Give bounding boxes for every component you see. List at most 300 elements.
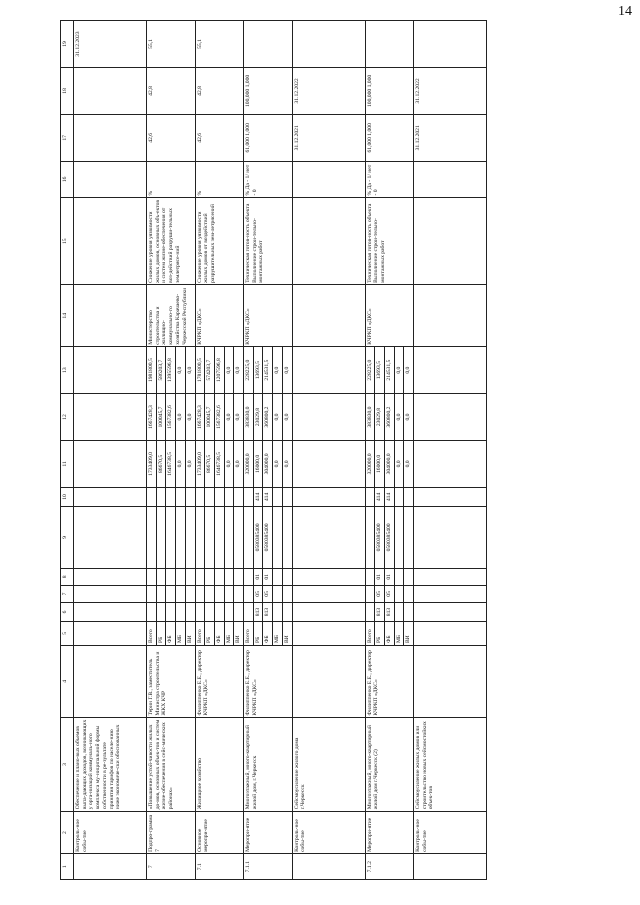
cell-kbk-type bbox=[156, 487, 166, 506]
cell-funding-source: МБ bbox=[224, 622, 234, 645]
cell-empty bbox=[74, 507, 147, 569]
cell-responsible bbox=[292, 645, 365, 717]
cell-kbk-section: 05 bbox=[263, 585, 273, 602]
cell-date-2022: 31.12.2022 bbox=[292, 67, 365, 114]
cell-type: Основное меропри-ятие bbox=[195, 811, 244, 854]
cell-kbk-section bbox=[224, 585, 234, 602]
cell-date-2023: 31.12.2023 bbox=[74, 21, 147, 68]
cell-number bbox=[414, 854, 487, 880]
cell-kbk-section bbox=[282, 585, 292, 602]
cell-kbk-subsection bbox=[195, 568, 205, 585]
cell-empty bbox=[292, 285, 365, 347]
cell-responsible: Филиппенко Е.Е., директор КЧРКП «ДКС» bbox=[244, 645, 293, 717]
cell-type: Подпро-грамма 7 bbox=[147, 811, 196, 854]
cell-funding-source: РБ bbox=[205, 622, 215, 645]
cell-amount-2022: 23029,8 bbox=[375, 394, 385, 441]
cell-amount-2022: 360800,2 bbox=[263, 394, 273, 441]
cell-amount-2023: 1781800,5 bbox=[195, 347, 205, 394]
cell-kbk-section bbox=[195, 585, 205, 602]
cell-type: Контроль-ное собы-тие bbox=[292, 811, 365, 854]
cell-empty bbox=[414, 602, 487, 621]
cell-amount-2022: 23029,8 bbox=[253, 394, 263, 441]
cell-amount-2023: 0,0 bbox=[273, 347, 283, 394]
cell-kbk-subsection bbox=[404, 568, 414, 585]
cell-amount-2022: 1567382,6 bbox=[214, 394, 224, 441]
cell-kbk-target bbox=[176, 507, 186, 569]
cell-unit bbox=[414, 161, 487, 197]
cell-kbk-section bbox=[273, 585, 283, 602]
cell-amount-2022: 0,0 bbox=[282, 394, 292, 441]
table-row bbox=[147, 21, 157, 880]
cell-value-2023 bbox=[365, 21, 414, 68]
cell-kbk-grbs bbox=[205, 602, 215, 621]
cell-funding-source: РБ bbox=[375, 622, 385, 645]
cell-empty bbox=[292, 197, 365, 284]
rotated-table-container bbox=[60, 20, 636, 880]
cell-value-2021: 42,6 bbox=[195, 114, 244, 161]
cell-amount-2021: 0,0 bbox=[282, 440, 292, 487]
cell-value-2021: 42,6 bbox=[147, 114, 196, 161]
cell-empty bbox=[414, 487, 487, 506]
cell-executor: КЧРКП «ДКС» bbox=[244, 285, 293, 347]
cell-kbk-grbs bbox=[166, 602, 176, 621]
cell-date-2023 bbox=[414, 21, 487, 68]
cell-kbk-grbs bbox=[365, 602, 375, 621]
cell-kbk-section bbox=[166, 585, 176, 602]
cell-amount-2021: 0,0 bbox=[273, 440, 283, 487]
cell-kbk-target bbox=[156, 507, 166, 569]
cell-kbk-type bbox=[394, 487, 404, 506]
cell-kbk-type bbox=[282, 487, 292, 506]
cell-funding-source: ВИ bbox=[404, 622, 414, 645]
table-row bbox=[195, 21, 205, 880]
cell-date-2021: 31.12.2021 bbox=[414, 114, 487, 161]
cell-amount-2022: 0,0 bbox=[394, 394, 404, 441]
cell-kbk-subsection bbox=[224, 568, 234, 585]
cell-value-2022: 42,8 bbox=[195, 67, 244, 114]
cell-value-2022: 100,000 1,000 bbox=[365, 67, 414, 114]
cell-funding-source: МБ bbox=[273, 622, 283, 645]
cell-amount-2022: 0,0 bbox=[404, 394, 414, 441]
cell-kbk-target bbox=[195, 507, 205, 569]
cell-kbk-section bbox=[176, 585, 186, 602]
cell-amount-2022: 0,0 bbox=[176, 394, 186, 441]
cell-kbk-grbs bbox=[176, 602, 186, 621]
cell-kbk-target bbox=[166, 507, 176, 569]
cell-amount-2021: 0,0 bbox=[394, 440, 404, 487]
cell-funding-source: Всего bbox=[195, 622, 205, 645]
cell-funding-source: Всего bbox=[244, 622, 254, 645]
cell-kbk-subsection: 01 bbox=[253, 568, 263, 585]
cell-empty bbox=[292, 602, 365, 621]
cell-kbk-section bbox=[214, 585, 224, 602]
cell-kbk-subsection bbox=[147, 568, 157, 585]
cell-funding-source: ФБ bbox=[166, 622, 176, 645]
cell-amount-2022: 1667428,3 bbox=[195, 394, 205, 441]
cell-indicator: Снижение уровня уязвимости жилых домов от воздействий разрушительных зем-летрясений bbox=[195, 197, 244, 284]
cell-amount-2023: 228225,0 bbox=[365, 347, 375, 394]
cell-number: 7 bbox=[147, 854, 196, 880]
table-row bbox=[414, 21, 487, 880]
cell-kbk-target bbox=[185, 507, 195, 569]
cell-funding-source: ФБ bbox=[214, 622, 224, 645]
cell-kbk-target: 0580385400 bbox=[375, 507, 385, 569]
cell-executor: КЧРКП «ДКС» bbox=[195, 285, 244, 347]
cell-empty bbox=[292, 487, 365, 506]
cell-empty bbox=[414, 568, 487, 585]
cell-unit: % Да - 1/ нет - 0 bbox=[244, 161, 293, 197]
cell-kbk-grbs bbox=[394, 602, 404, 621]
cell-empty bbox=[414, 285, 487, 347]
cell-kbk-grbs bbox=[156, 602, 166, 621]
cell-kbk-type bbox=[365, 487, 375, 506]
cell-unit bbox=[292, 161, 365, 197]
cell-kbk-target bbox=[147, 507, 157, 569]
table-row bbox=[74, 21, 147, 880]
cell-empty bbox=[292, 585, 365, 602]
cell-number: 7.1.2 bbox=[365, 854, 414, 880]
column-number-2: 2 bbox=[61, 811, 74, 854]
cell-amount-2021: 16000,0 bbox=[375, 440, 385, 487]
column-number-7: 7 bbox=[61, 585, 74, 602]
cell-amount-2021: 0,0 bbox=[224, 440, 234, 487]
column-number-1: 1 bbox=[61, 854, 74, 880]
cell-amount-2021: 1646738,5 bbox=[214, 440, 224, 487]
cell-date-2022 bbox=[74, 67, 147, 114]
cell-unit: % bbox=[195, 161, 244, 197]
cell-empty bbox=[74, 487, 147, 506]
cell-kbk-grbs: 813 bbox=[384, 602, 394, 621]
cell-amount-2021: 86670,5 bbox=[156, 440, 166, 487]
cell-kbk-grbs bbox=[244, 602, 254, 621]
cell-amount-2023: 0,0 bbox=[404, 347, 414, 394]
cell-number: 7.1 bbox=[195, 854, 244, 880]
cell-kbk-grbs bbox=[195, 602, 205, 621]
page-number: 14 bbox=[618, 4, 632, 19]
cell-kbk-target bbox=[244, 507, 254, 569]
cell-kbk-grbs bbox=[404, 602, 414, 621]
cell-number bbox=[292, 854, 365, 880]
cell-amount-2023: 0,0 bbox=[394, 347, 404, 394]
cell-empty bbox=[292, 622, 365, 645]
cell-amount-2023: 0,0 bbox=[176, 347, 186, 394]
cell-kbk-type bbox=[147, 487, 157, 506]
cell-empty bbox=[292, 440, 365, 487]
cell-kbk-grbs bbox=[224, 602, 234, 621]
column-number-3: 3 bbox=[61, 718, 74, 812]
cell-funding-source: ФБ bbox=[384, 622, 394, 645]
cell-empty bbox=[414, 585, 487, 602]
column-number-13: 13 bbox=[61, 347, 74, 394]
cell-amount-2021: 0,0 bbox=[234, 440, 244, 487]
column-number-17: 17 bbox=[61, 114, 74, 161]
cell-value-2021: 61,000 1,000 bbox=[244, 114, 293, 161]
cell-amount-2021: 0,0 bbox=[176, 440, 186, 487]
cell-kbk-type bbox=[244, 487, 254, 506]
cell-kbk-section: 05 bbox=[384, 585, 394, 602]
cell-kbk-type: 414 bbox=[384, 487, 394, 506]
cell-kbk-section: 05 bbox=[375, 585, 385, 602]
column-number-10: 10 bbox=[61, 487, 74, 506]
cell-unit: % Да - 1/ нет - 0 bbox=[365, 161, 414, 197]
cell-amount-2021: 304000,0 bbox=[263, 440, 273, 487]
cell-amount-2023: 1395596,8 bbox=[166, 347, 176, 394]
cell-kbk-type: 414 bbox=[375, 487, 385, 506]
cell-amount-2023: 0,0 bbox=[282, 347, 292, 394]
cell-amount-2021: 1733409,0 bbox=[147, 440, 157, 487]
cell-kbk-section bbox=[147, 585, 157, 602]
cell-amount-2023: 1981800,5 bbox=[147, 347, 157, 394]
cell-amount-2021: 320000,0 bbox=[365, 440, 375, 487]
cell-kbk-type bbox=[404, 487, 414, 506]
cell-kbk-type bbox=[166, 487, 176, 506]
cell-kbk-grbs bbox=[147, 602, 157, 621]
cell-empty bbox=[292, 507, 365, 569]
cell-kbk-type bbox=[273, 487, 283, 506]
cell-amount-2022: 0,0 bbox=[273, 394, 283, 441]
cell-amount-2021: 0,0 bbox=[404, 440, 414, 487]
cell-kbk-subsection bbox=[234, 568, 244, 585]
column-number-18: 18 bbox=[61, 67, 74, 114]
cell-amount-2022: 383830,0 bbox=[244, 394, 254, 441]
cell-type: Контроль-ное собы-тие bbox=[414, 811, 487, 854]
cell-unit: % bbox=[147, 161, 196, 197]
cell-kbk-subsection bbox=[365, 568, 375, 585]
cell-executor: КЧРКП «ДКС» bbox=[365, 285, 414, 347]
cell-empty bbox=[292, 568, 365, 585]
cell-kbk-section bbox=[185, 585, 195, 602]
cell-kbk-section bbox=[234, 585, 244, 602]
cell-kbk-subsection bbox=[205, 568, 215, 585]
cell-title: Сейсмоусиление жилых домов или строительство новых сейсмостойких объек-тов bbox=[414, 718, 487, 812]
cell-amount-2023: 0,0 bbox=[234, 347, 244, 394]
cell-kbk-type bbox=[176, 487, 186, 506]
cell-funding-source: МБ bbox=[394, 622, 404, 645]
cell-empty bbox=[74, 347, 147, 394]
cell-amount-2021: 0,0 bbox=[185, 440, 195, 487]
cell-amount-2023: 13693,5 bbox=[375, 347, 385, 394]
cell-kbk-subsection: 01 bbox=[375, 568, 385, 585]
cell-kbk-target bbox=[404, 507, 414, 569]
column-number-8: 8 bbox=[61, 568, 74, 585]
cell-kbk-type bbox=[214, 487, 224, 506]
cell-kbk-subsection bbox=[166, 568, 176, 585]
cell-type: Меропри-ятие bbox=[244, 811, 293, 854]
cell-kbk-subsection bbox=[273, 568, 283, 585]
cell-type: Меропри-ятие bbox=[365, 811, 414, 854]
cell-kbk-section bbox=[394, 585, 404, 602]
column-number-9: 9 bbox=[61, 507, 74, 569]
cell-amount-2022: 383830,0 bbox=[365, 394, 375, 441]
cell-empty bbox=[414, 507, 487, 569]
cell-kbk-subsection bbox=[156, 568, 166, 585]
cell-amount-2021: 1733409,0 bbox=[195, 440, 205, 487]
cell-empty bbox=[414, 197, 487, 284]
cell-title: Многоэтажный, много-квартирный жилой дом г.Черкесск (2) bbox=[365, 718, 414, 812]
cell-title: Сейсмоусиление жилого дома г.Черкесск bbox=[292, 718, 365, 812]
cell-responsible: Филиппенко Е.Е., директор КЧРКП «ДКС» bbox=[365, 645, 414, 717]
cell-kbk-type bbox=[195, 487, 205, 506]
column-number-16: 16 bbox=[61, 161, 74, 197]
cell-kbk-section bbox=[365, 585, 375, 602]
cell-responsible: Терин Г.В., заместитель Министра строительства и ЖКХ КЧР bbox=[147, 645, 196, 717]
cell-value-2023: 55,1 bbox=[147, 21, 196, 68]
cell-kbk-target bbox=[282, 507, 292, 569]
cell-value-2023 bbox=[244, 21, 293, 68]
table-row bbox=[365, 21, 375, 880]
cell-funding-source: ВИ bbox=[282, 622, 292, 645]
cell-type: Контроль-ное собы-тие bbox=[74, 811, 147, 854]
cell-kbk-grbs: 813 bbox=[253, 602, 263, 621]
cell-unit bbox=[74, 161, 147, 197]
cell-kbk-grbs bbox=[273, 602, 283, 621]
cell-empty bbox=[292, 394, 365, 441]
cell-kbk-subsection bbox=[282, 568, 292, 585]
cell-responsible bbox=[414, 645, 487, 717]
table-body bbox=[74, 21, 487, 880]
cell-value-2023: 55,1 bbox=[195, 21, 244, 68]
cell-amount-2023: 586203,7 bbox=[156, 347, 166, 394]
column-number-19: 19 bbox=[61, 21, 74, 68]
cell-amount-2021: 16000,0 bbox=[253, 440, 263, 487]
cell-empty bbox=[414, 347, 487, 394]
cell-amount-2023: 574203,7 bbox=[205, 347, 215, 394]
cell-kbk-grbs: 813 bbox=[375, 602, 385, 621]
cell-kbk-section bbox=[205, 585, 215, 602]
cell-title: «Повышение устой-чивости жилых до-мов, основных объек-тов и систем жизне-обеспечения в сейс-мических районах» bbox=[147, 718, 196, 812]
cell-empty bbox=[414, 622, 487, 645]
cell-kbk-grbs: 813 bbox=[263, 602, 273, 621]
cell-title: Многоэтажный, много-квартирный жилой дом, г.Черкесск bbox=[244, 718, 293, 812]
column-number-15: 15 bbox=[61, 197, 74, 284]
cell-amount-2023: 0,0 bbox=[224, 347, 234, 394]
cell-kbk-target: 0580385400 bbox=[384, 507, 394, 569]
cell-amount-2022: 360800,2 bbox=[384, 394, 394, 441]
column-number-6: 6 bbox=[61, 602, 74, 621]
cell-funding-source: Всего bbox=[147, 622, 157, 645]
cell-kbk-type: 414 bbox=[253, 487, 263, 506]
table-row bbox=[244, 21, 254, 880]
cell-amount-2023: 1207596,8 bbox=[214, 347, 224, 394]
cell-kbk-type bbox=[185, 487, 195, 506]
cell-amount-2023: 0,0 bbox=[185, 347, 195, 394]
cell-indicator: Техническая готов-ность объекта Выполнение строи-тельно-монтажных работ bbox=[365, 197, 414, 284]
cell-kbk-target bbox=[273, 507, 283, 569]
cell-kbk-type bbox=[224, 487, 234, 506]
cell-funding-source: ВИ bbox=[185, 622, 195, 645]
cell-amount-2021: 304000,0 bbox=[384, 440, 394, 487]
cell-date-2021 bbox=[74, 114, 147, 161]
cell-amount-2022: 100045,7 bbox=[156, 394, 166, 441]
cell-kbk-type bbox=[234, 487, 244, 506]
cell-value-2021: 61,000 1,000 bbox=[365, 114, 414, 161]
cell-empty bbox=[74, 197, 147, 284]
cell-empty bbox=[74, 285, 147, 347]
cell-amount-2022: 0,0 bbox=[224, 394, 234, 441]
cell-empty bbox=[74, 568, 147, 585]
column-number-4: 4 bbox=[61, 645, 74, 717]
cell-kbk-target bbox=[365, 507, 375, 569]
cell-empty bbox=[74, 440, 147, 487]
cell-date-2022: 31.12.2022 bbox=[414, 67, 487, 114]
cell-amount-2022: 0,0 bbox=[234, 394, 244, 441]
cell-kbk-target bbox=[394, 507, 404, 569]
cell-empty bbox=[292, 347, 365, 394]
cell-empty bbox=[74, 394, 147, 441]
cell-kbk-grbs bbox=[234, 602, 244, 621]
cell-kbk-grbs bbox=[282, 602, 292, 621]
cell-amount-2022: 0,0 bbox=[185, 394, 195, 441]
cell-indicator: Техническая готов-ность объекта Выполнение строи-тельно-монтажных работ bbox=[244, 197, 293, 284]
cell-kbk-target bbox=[224, 507, 234, 569]
cell-funding-source: МБ bbox=[176, 622, 186, 645]
cell-empty bbox=[74, 622, 147, 645]
cell-funding-source: ВИ bbox=[234, 622, 244, 645]
cell-kbk-target bbox=[214, 507, 224, 569]
cell-kbk-target bbox=[234, 507, 244, 569]
cell-funding-source: РБ bbox=[253, 622, 263, 645]
cell-empty bbox=[414, 440, 487, 487]
cell-responsible: Филиппенко Е.Е., директор КЧРКП «ДКС» bbox=[195, 645, 244, 717]
cell-funding-source: ФБ bbox=[263, 622, 273, 645]
cell-kbk-subsection bbox=[185, 568, 195, 585]
cell-kbk-target: 0580385400 bbox=[263, 507, 273, 569]
cell-number bbox=[74, 854, 147, 880]
cell-kbk-subsection bbox=[214, 568, 224, 585]
cell-title: Обеспечение и плано-вых объемов выпа-дающих доходов, возникающих у орга-низаций коммуналь-ного комплекса му-ниципальной формы собственности в ре-зультате принятия тарифов по населе-нию ниже экономиче-ски обоснованных bbox=[74, 718, 147, 812]
column-number-5: 5 bbox=[61, 622, 74, 645]
cell-empty bbox=[74, 602, 147, 621]
column-number-row bbox=[61, 21, 74, 880]
cell-responsible bbox=[74, 645, 147, 717]
cell-date-2021: 31.12.2021 bbox=[292, 114, 365, 161]
cell-funding-source: РБ bbox=[156, 622, 166, 645]
cell-title: Жилищное хозяйство bbox=[195, 718, 244, 812]
cell-kbk-grbs bbox=[214, 602, 224, 621]
cell-kbk-target: 0580385400 bbox=[253, 507, 263, 569]
cell-amount-2023: 228225,0 bbox=[244, 347, 254, 394]
cell-kbk-type bbox=[205, 487, 215, 506]
cell-kbk-target bbox=[205, 507, 215, 569]
cell-amount-2021: 320000,0 bbox=[244, 440, 254, 487]
cell-funding-source: Всего bbox=[365, 622, 375, 645]
cell-kbk-subsection bbox=[176, 568, 186, 585]
cell-amount-2021: 1646738,5 bbox=[166, 440, 176, 487]
cell-amount-2023: 13693,5 bbox=[253, 347, 263, 394]
cell-indicator: Снижение уровня уязвимости жилых домов, основных объ-ектов и систем жизне-обеспечения от воз-действий разруши-тельных землетрясе-ний bbox=[147, 197, 196, 284]
cell-kbk-subsection bbox=[244, 568, 254, 585]
cell-kbk-section bbox=[156, 585, 166, 602]
cell-amount-2022: 100045,7 bbox=[205, 394, 215, 441]
column-number-12: 12 bbox=[61, 394, 74, 441]
cell-kbk-subsection: 01 bbox=[384, 568, 394, 585]
cell-kbk-subsection: 01 bbox=[263, 568, 273, 585]
cell-amount-2022: 1567382,6 bbox=[166, 394, 176, 441]
cell-kbk-section bbox=[404, 585, 414, 602]
cell-amount-2023: 214531,5 bbox=[263, 347, 273, 394]
cell-kbk-section: 05 bbox=[253, 585, 263, 602]
cell-number: 7.1.1 bbox=[244, 854, 293, 880]
cell-amount-2023: 214531,5 bbox=[384, 347, 394, 394]
cell-kbk-subsection bbox=[394, 568, 404, 585]
column-number-11: 11 bbox=[61, 440, 74, 487]
cell-empty bbox=[74, 585, 147, 602]
cell-date-2023 bbox=[292, 21, 365, 68]
cell-value-2022: 42,8 bbox=[147, 67, 196, 114]
cell-amount-2022: 1667428,3 bbox=[147, 394, 157, 441]
cell-kbk-type: 414 bbox=[263, 487, 273, 506]
cell-amount-2021: 86670,5 bbox=[205, 440, 215, 487]
